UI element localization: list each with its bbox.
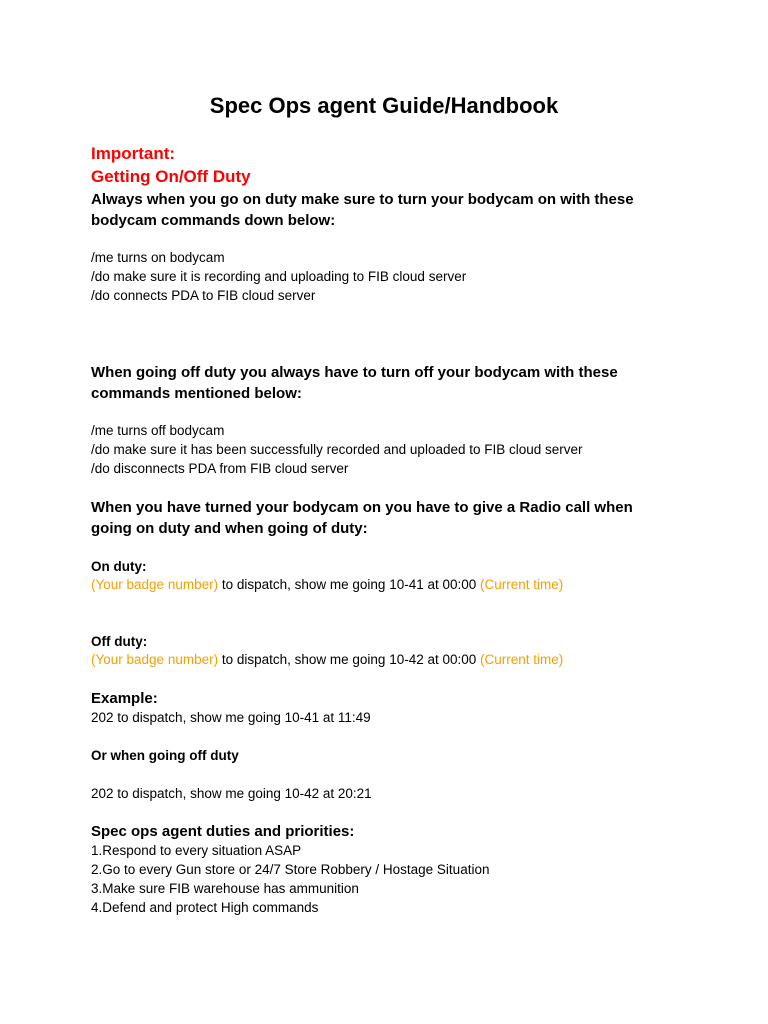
- document-title: Spec Ops agent Guide/Handbook: [209, 93, 559, 118]
- on-off-duty-heading: Getting On/Off Duty: [91, 167, 251, 186]
- duty-item-4: 4.Defend and protect High commands: [91, 900, 319, 915]
- badge-placeholder: (Your badge number): [91, 577, 219, 592]
- duty-item-3: 3.Make sure FIB warehouse has ammunition: [91, 881, 359, 896]
- time-placeholder: (Current time): [480, 652, 564, 667]
- on-duty-radio-line: [91, 575, 563, 595]
- badge-placeholder: (Your badge number): [91, 652, 219, 667]
- on-command-3: /do connects PDA to FIB cloud server: [91, 288, 316, 303]
- on-duty-label: On duty:: [91, 559, 147, 574]
- on-command-1: /me turns on bodycam: [91, 250, 225, 265]
- on-duty-intro-line-1: Always when you go on duty make sure to turn your bodycam on with these: [91, 191, 634, 208]
- important-label: Important:: [91, 144, 176, 163]
- radio-text: to dispatch, show me going 10-42 at 00:00: [218, 652, 481, 667]
- example-off-label: Or when going off duty: [91, 748, 239, 763]
- off-command-3: /do disconnects PDA from FIB cloud server: [91, 461, 349, 476]
- radio-intro-line-2: going on duty and when going of duty:: [91, 520, 368, 537]
- time-placeholder: (Current time): [480, 577, 564, 592]
- duty-item-2: 2.Go to every Gun store or 24/7 Store Robbery / Hostage Situation: [91, 862, 490, 877]
- off-duty-intro-line-1: When going off duty you always have to turn off your bodycam with these: [91, 364, 618, 381]
- off-duty-label: Off duty:: [91, 634, 148, 649]
- off-duty-radio-line: [91, 650, 563, 670]
- example-off-duty: 202 to dispatch, show me going 10-42 at 20:21: [91, 786, 372, 801]
- on-duty-intro-line-2: bodycam commands down below:: [91, 212, 336, 229]
- on-command-2: /do make sure it is recording and uploading to FIB cloud server: [91, 269, 467, 284]
- radio-intro-line-1: When you have turned your bodycam on you have to give a Radio call when: [91, 499, 633, 516]
- radio-text: to dispatch, show me going 10-41 at 00:00: [218, 577, 481, 592]
- example-label: Example:: [91, 690, 158, 707]
- example-on-duty: 202 to dispatch, show me going 10-41 at 11:49: [91, 710, 371, 725]
- off-command-2: /do make sure it has been successfully recorded and uploaded to FIB cloud server: [91, 442, 583, 457]
- duty-item-1: 1.Respond to every situation ASAP: [91, 843, 302, 858]
- off-command-1: /me turns off bodycam: [91, 423, 225, 438]
- duties-heading: Spec ops agent duties and priorities:: [91, 823, 355, 840]
- off-duty-intro-line-2: commands mentioned below:: [91, 385, 302, 402]
